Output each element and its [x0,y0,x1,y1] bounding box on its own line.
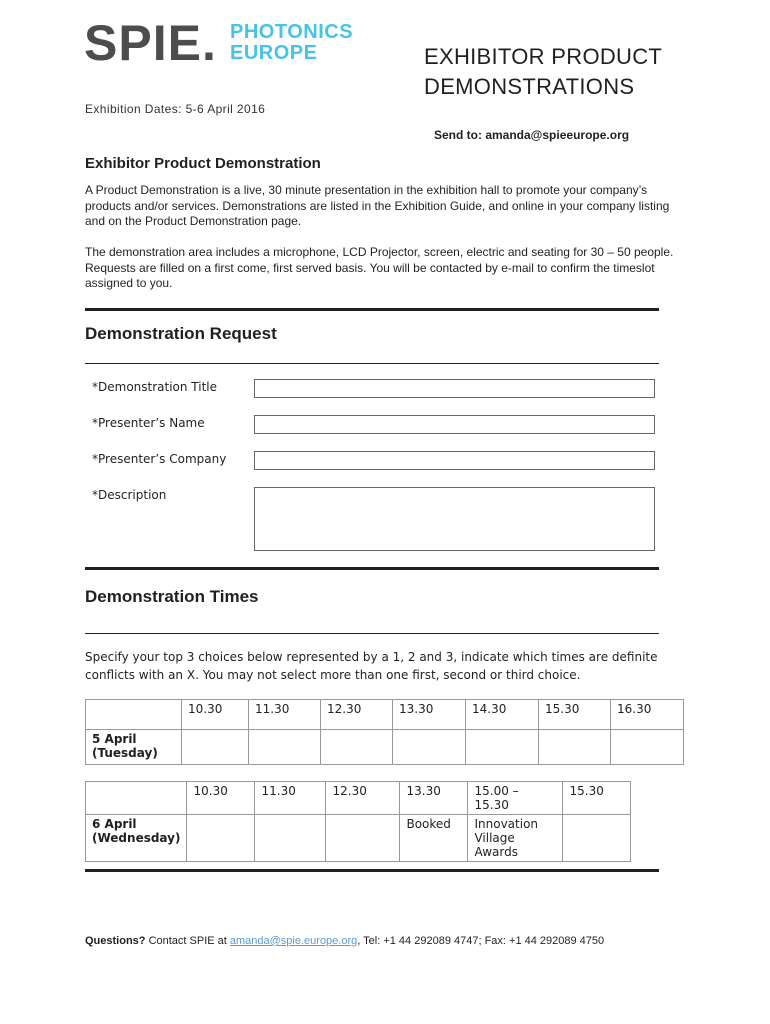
field-label-description: *Description [92,488,167,502]
contact-email-link[interactable]: amanda@spie.europe.org [229,935,358,947]
slot-header: 12.30 [321,700,393,730]
day-label: 5 April (Tuesday) [86,730,182,765]
spie-logo: SPIE. [84,15,217,71]
divider [85,308,659,311]
slot-header: 14.30 [466,700,539,730]
slot-header: 10.30 [182,700,249,730]
photonics-europe-logo [230,22,353,64]
page-title [424,42,662,102]
table-row [86,782,631,815]
title-line-1: EXHIBITOR PRODUCT [424,44,663,69]
title-line-2: DEMONSTRATIONS [424,74,635,99]
slot-header: 12.30 [326,782,400,815]
send-to: Send to: amanda@spieeurope.org [434,128,630,142]
divider [85,567,659,570]
table-row [86,815,631,862]
divider [85,869,659,872]
divider [85,363,659,364]
slot-header: 11.30 [249,700,321,730]
table-corner-cell [86,782,187,815]
slot-header: 15.00 – 15.30 [468,782,563,815]
divider [85,633,659,634]
choice-cell[interactable] [187,815,255,862]
intro-paragraph-2: The demonstration area includes a microphone, LCD Projector, screen, electric and seating for 30 – 50 people. Requests are filled on a first come, first served basis. You will be contacted by e-mail to confirm the timeslot assigned to you. [85,245,674,290]
table-row [86,700,684,730]
logo-line-1: PHOTONICS [230,21,354,43]
choice-cell[interactable] [466,730,539,765]
table-corner-cell [86,700,182,730]
demonstration-title-input[interactable] [254,379,655,398]
times-instructions: Specify your top 3 choices below represented by a 1, 2 and 3, indicate which times are definite conflicts with an X. You may not select more than one first, second or third choice. [85,650,658,682]
intro-heading: Exhibitor Product Demonstration [85,155,321,172]
choice-cell[interactable] [563,815,631,862]
footer-contact [85,935,604,947]
footer-contact-text: Contact SPIE at [145,935,230,947]
slot-header: 16.30 [611,700,684,730]
choice-cell[interactable] [539,730,611,765]
choice-cell: Booked [400,815,468,862]
request-heading: Demonstration Request [85,324,277,343]
exhibition-dates: Exhibition Dates: 5-6 April 2016 [85,102,266,116]
description-textarea[interactable] [254,487,655,551]
choice-cell[interactable] [255,815,326,862]
slot-header: 15.30 [563,782,631,815]
footer-questions-label: Questions? [85,935,146,947]
times-heading: Demonstration Times [85,587,259,606]
table-row [86,730,684,765]
footer-phone-fax: , Tel: +1 44 292089 4747; Fax: +1 44 292089 4750 [357,935,605,947]
field-label-title: *Demonstration Title [92,380,218,394]
choice-cell[interactable] [326,815,400,862]
choice-cell: Innovation Village Awards [468,815,563,862]
choice-cell[interactable] [321,730,393,765]
day-label: 6 April (Wednesday) [86,815,187,862]
slot-header: 13.30 [400,782,468,815]
choice-cell[interactable] [611,730,684,765]
intro-paragraph-1: A Product Demonstration is a live, 30 minute presentation in the exhibition hall to promote your company’s products and/or services. Demonstrations are listed in the Exhibition Guide, and online in your company listing and on the Product Demonstration page. [85,183,670,228]
field-label-presenter-company: *Presenter’s Company [92,452,227,466]
slot-header: 10.30 [187,782,255,815]
choice-cell[interactable] [393,730,466,765]
presenter-company-input[interactable] [254,451,655,470]
choice-cell[interactable] [249,730,321,765]
slot-header: 15.30 [539,700,611,730]
presenter-name-input[interactable] [254,415,655,434]
choice-cell[interactable] [182,730,249,765]
slot-header: 11.30 [255,782,326,815]
field-label-presenter-name: *Presenter’s Name [92,416,205,430]
day1-times-table [85,699,684,765]
day2-times-table [85,781,631,862]
logo-line-2: EUROPE [230,42,318,64]
slot-header: 13.30 [393,700,466,730]
